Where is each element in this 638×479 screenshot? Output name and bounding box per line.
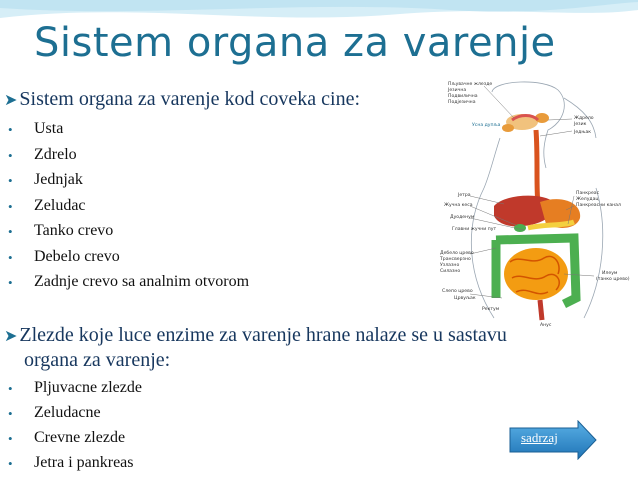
- diagram-label: Панкреасни канал: [576, 203, 621, 208]
- diagram-label: Желудац: [576, 197, 599, 202]
- diagram-label: Дебело црево: [440, 251, 474, 256]
- mouth-and-glands: [502, 113, 549, 132]
- sadrzaj-nav-button[interactable]: [508, 420, 598, 460]
- list-item: • Usta: [0, 119, 249, 145]
- section-heading-organs-text: Sistem organa za varenje kod coveka cine:: [19, 88, 361, 110]
- diagram-label: Подјезична: [448, 100, 476, 105]
- digestive-system-diagram: [424, 78, 638, 330]
- diagram-label: Силазно: [440, 269, 461, 274]
- diagram-label: Анус: [540, 323, 552, 328]
- gland-list: [0, 378, 142, 478]
- section-heading-organs: [4, 88, 360, 111]
- list-item: • Jetra i pankreas: [0, 453, 142, 478]
- list-item: • Tanko crevo: [0, 221, 249, 247]
- diagram-label: Дуоденум: [450, 215, 475, 220]
- diagram-label: Ждрело: [574, 116, 594, 121]
- list-item: • Zadnje crevo sa analnim otvorom: [0, 272, 249, 298]
- diagram-label: Језична: [448, 88, 467, 93]
- diagram-label: Узлазно: [440, 263, 460, 268]
- list-item: • Zeludac: [0, 196, 249, 222]
- diagram-label: Трансверзно: [440, 257, 471, 262]
- list-item: • Crevne zlezde: [0, 428, 142, 453]
- diagram-label: Ректум: [482, 307, 500, 312]
- diagram-label: Црвуљак: [454, 296, 476, 301]
- diagram-label: Главни жучни пут: [452, 227, 497, 232]
- arrow-bullet-icon: ➤: [4, 328, 18, 345]
- sadrzaj-nav-label: sadrzaj: [521, 430, 558, 445]
- slide-title: Sistem organa za varenje: [34, 20, 556, 66]
- list-item: • Pljuvacne zlezde: [0, 378, 142, 403]
- rectum-shape: [540, 300, 542, 320]
- diagram-label: Пљувачне жлезде: [448, 82, 493, 87]
- diagram-label: (танко црево): [596, 277, 630, 282]
- esophagus-shape: [536, 130, 538, 204]
- list-item: • Zeludacne: [0, 403, 142, 428]
- diagram-label: Усна дупља: [472, 123, 501, 128]
- diagram-label: Подвилична: [448, 94, 478, 99]
- diagram-label: Јетра: [458, 193, 471, 198]
- diagram-label: Илеум: [602, 271, 618, 276]
- diagram-label: Панкреас: [576, 191, 600, 196]
- organ-list: [0, 119, 249, 298]
- diagram-label: Жучна кеса: [444, 203, 473, 208]
- section-heading-glands-line1: Zlezde koje luce enzime za varenje hrane nalaze se u sastavu: [19, 324, 507, 346]
- list-item: • Zdrelo: [0, 145, 249, 171]
- list-item: • Debelo crevo: [0, 247, 249, 273]
- section-heading-glands-line2: organa za varenje:: [24, 349, 171, 371]
- diagram-label: Једњак: [574, 130, 592, 135]
- list-item: • Jednjak: [0, 170, 249, 196]
- arrow-bullet-icon: ➤: [4, 92, 18, 109]
- diagram-label: Слепо црево: [442, 289, 473, 294]
- diagram-label: Језик: [574, 122, 587, 127]
